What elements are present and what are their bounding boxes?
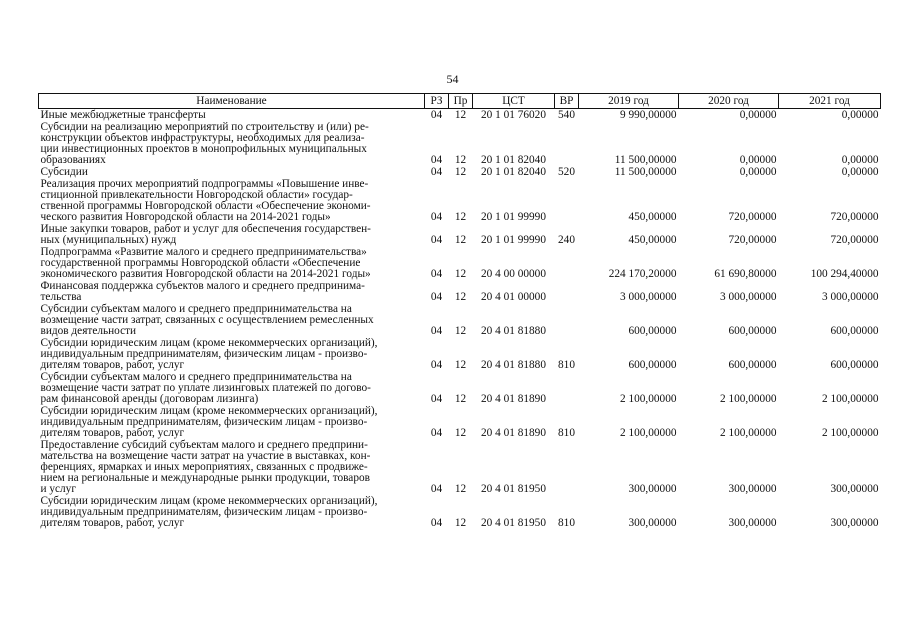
cell-rz: 04 — [430, 291, 443, 303]
cell-pr: 12 — [454, 268, 467, 280]
cell-2019: 300,00000 — [628, 483, 677, 495]
cell-name — [39, 405, 425, 439]
cell-name-line: Субсидии юридическим лицам (кроме некоммерческих организаций), — [40, 405, 378, 417]
cell-pr: 12 — [454, 483, 467, 495]
cell-pr: 12 — [454, 109, 467, 121]
cell-name-line: Иные закупки товаров, работ и услуг для обеспечения государствен- — [40, 223, 371, 235]
table-row — [39, 109, 881, 122]
cell-name-line: конструкции объектов инфраструктуры, необходимых для реализа- — [40, 132, 365, 144]
cell-name-line: рам финансовой аренды (договорам лизинга) — [40, 393, 259, 405]
header-name: Наименование — [39, 94, 425, 109]
budget-table — [38, 93, 881, 529]
cell-cst: 20 4 01 81950 — [481, 483, 546, 495]
cell-2020: 2 100,00000 — [720, 427, 777, 439]
cell-vr — [555, 439, 579, 495]
cell-name-line: Иные межбюджетные трансферты — [40, 109, 206, 121]
cell-2019: 2 100,00000 — [620, 393, 677, 405]
cell-pr: 12 — [454, 325, 467, 337]
table-row — [39, 337, 881, 371]
cell-cst: 20 4 01 81880 — [481, 325, 546, 337]
table-row — [39, 246, 881, 280]
cell-2019: 300,00000 — [628, 517, 677, 529]
cell-name-line: и услуг — [40, 483, 76, 495]
cell-name-line: экономического развития Новгородской области на 2014-2021 годы» — [40, 268, 371, 280]
header-2019: 2019 год — [579, 94, 679, 109]
cell-2019: 224 170,20000 — [608, 268, 677, 280]
cell-name-line: мательства на возмещение части затрат на участие в выставках, кон- — [40, 450, 371, 462]
cell-2019: 3 000,00000 — [620, 291, 677, 303]
cell-2019: 2 100,00000 — [620, 427, 677, 439]
page-number: 54 — [446, 72, 459, 86]
cell-2020: 720,00000 — [728, 234, 777, 246]
cell-pr: 12 — [454, 517, 467, 529]
cell-name-line: Подпрограмма «Развитие малого и среднего предпринимательства» — [40, 246, 367, 258]
cell-2020: 300,00000 — [728, 483, 777, 495]
cell-name — [39, 439, 425, 495]
cell-name-line: ных (муниципальных) нужд — [40, 234, 177, 246]
cell-2021: 2 100,00000 — [822, 427, 879, 439]
cell-name-line: образованиях — [40, 154, 106, 166]
cell-2019: 600,00000 — [628, 359, 677, 371]
cell-cst: 20 1 01 99990 — [481, 211, 546, 223]
cell-2019: 450,00000 — [628, 211, 677, 223]
cell-2020: 600,00000 — [728, 359, 777, 371]
cell-vr: 540 — [558, 109, 575, 121]
table-row — [39, 495, 881, 529]
cell-vr: 810 — [558, 427, 575, 439]
cell-2019: 11 500,00000 — [614, 166, 677, 178]
table-body — [39, 109, 881, 530]
table-row — [39, 178, 881, 223]
cell-2021: 2 100,00000 — [822, 393, 879, 405]
cell-pr: 12 — [454, 291, 467, 303]
cell-name — [39, 121, 425, 166]
cell-name-line: индивидуальным предпринимателям, физическим лицам - произво- — [40, 348, 368, 360]
cell-2021: 0,00000 — [841, 166, 879, 178]
cell-name — [39, 109, 425, 122]
cell-2021: 0,00000 — [841, 109, 879, 121]
header-vr: ВР — [555, 94, 579, 109]
cell-pr: 12 — [454, 166, 467, 178]
cell-cst: 20 4 00 00000 — [481, 268, 546, 280]
cell-2021: 0,00000 — [841, 154, 879, 166]
cell-cst: 20 4 01 81880 — [481, 359, 546, 371]
table-row — [39, 166, 881, 178]
cell-2020: 61 690,80000 — [714, 268, 777, 280]
cell-2021: 600,00000 — [830, 359, 879, 371]
header-rz: РЗ — [425, 94, 449, 109]
cell-name-line: Субсидии субъектам малого и среднего предпринимательства на — [40, 371, 352, 383]
cell-pr: 12 — [454, 359, 467, 371]
header-2021: 2021 год — [779, 94, 881, 109]
cell-2020: 600,00000 — [728, 325, 777, 337]
cell-vr — [555, 280, 579, 303]
cell-cst: 20 4 01 81950 — [481, 517, 546, 529]
cell-name-line: Субсидии — [40, 166, 88, 178]
cell-2020: 0,00000 — [739, 109, 777, 121]
cell-name — [39, 280, 425, 303]
cell-name-line: Предоставление субсидий субъектам малого и среднего предприни- — [40, 439, 368, 451]
table-row — [39, 303, 881, 337]
cell-2021: 720,00000 — [830, 234, 879, 246]
cell-rz: 04 — [430, 427, 443, 439]
cell-rz: 04 — [430, 154, 443, 166]
cell-name-line: индивидуальным предпринимателям, физическим лицам - произво- — [40, 416, 368, 428]
cell-name-line: ческого развития Новгородской области на 2014-2021 годы» — [40, 211, 331, 223]
cell-2021: 3 000,00000 — [822, 291, 879, 303]
cell-vr — [555, 371, 579, 405]
cell-pr: 12 — [454, 427, 467, 439]
cell-name-line: возмещение части затрат по уплате лизинговых платежей по догово- — [40, 382, 371, 394]
header-cst: ЦСТ — [473, 94, 555, 109]
cell-2020: 0,00000 — [739, 166, 777, 178]
cell-name-line: ственной программы Новгородской области «Обеспечение экономи- — [40, 200, 371, 212]
cell-rz: 04 — [430, 325, 443, 337]
table-row — [39, 280, 881, 303]
cell-vr — [555, 178, 579, 223]
table-row — [39, 439, 881, 495]
cell-vr — [555, 246, 579, 280]
cell-name-line: Субсидии юридическим лицам (кроме некоммерческих организаций), — [40, 495, 378, 507]
cell-2019: 11 500,00000 — [614, 154, 677, 166]
cell-rz: 04 — [430, 109, 443, 121]
cell-pr: 12 — [454, 211, 467, 223]
cell-rz: 04 — [430, 393, 443, 405]
table-row — [39, 223, 881, 246]
cell-name-line: стиционной привлекательности Новгородской области» государ- — [40, 189, 353, 201]
cell-name-line: ции инвестиционных проектов в монопрофильных муниципальных — [40, 143, 367, 155]
cell-pr: 12 — [454, 393, 467, 405]
cell-2020: 0,00000 — [739, 154, 777, 166]
cell-name-line: нием на региональные и международные рынки продукции, товаров — [40, 472, 370, 484]
cell-2019: 9 990,00000 — [620, 109, 677, 121]
cell-rz: 04 — [430, 211, 443, 223]
cell-name-line: дителям товаров, работ, услуг — [40, 427, 185, 439]
cell-pr: 12 — [454, 234, 467, 246]
cell-2020: 2 100,00000 — [720, 393, 777, 405]
cell-2021: 100 294,40000 — [810, 268, 879, 280]
cell-name — [39, 303, 425, 337]
cell-2021: 600,00000 — [830, 325, 879, 337]
cell-name-line: возмещение части затрат, связанных с осуществлением ремесленных — [40, 314, 374, 326]
cell-vr: 240 — [558, 234, 575, 246]
table-row — [39, 405, 881, 439]
cell-vr: 520 — [558, 166, 575, 178]
cell-name — [39, 166, 425, 178]
cell-name-line: видов деятельности — [40, 325, 137, 337]
cell-name — [39, 178, 425, 223]
cell-vr — [555, 303, 579, 337]
cell-2020: 3 000,00000 — [720, 291, 777, 303]
cell-vr — [555, 121, 579, 166]
cell-name-line: дителям товаров, работ, услуг — [40, 359, 185, 371]
cell-cst: 20 1 01 76020 — [481, 109, 546, 121]
cell-name — [39, 495, 425, 529]
cell-name-line: индивидуальным предпринимателям, физическим лицам - произво- — [40, 506, 368, 518]
cell-name-line: Финансовая поддержка субъектов малого и среднего предпринима- — [40, 280, 365, 292]
cell-name-line: Субсидии субъектам малого и среднего предпринимательства на — [40, 303, 352, 315]
cell-cst: 20 1 01 82040 — [481, 166, 546, 178]
header-pr: Пр — [449, 94, 473, 109]
cell-2020: 300,00000 — [728, 517, 777, 529]
cell-name — [39, 246, 425, 280]
cell-name-line: тельства — [40, 291, 82, 303]
cell-rz: 04 — [430, 234, 443, 246]
cell-rz: 04 — [430, 517, 443, 529]
cell-pr: 12 — [454, 154, 467, 166]
cell-vr: 810 — [558, 517, 575, 529]
cell-rz: 04 — [430, 359, 443, 371]
cell-name — [39, 337, 425, 371]
cell-cst: 20 1 01 82040 — [481, 154, 546, 166]
cell-2021: 720,00000 — [830, 211, 879, 223]
cell-2020: 720,00000 — [728, 211, 777, 223]
cell-cst: 20 4 01 81890 — [481, 393, 546, 405]
cell-name — [39, 223, 425, 246]
table-row — [39, 121, 881, 166]
cell-name — [39, 371, 425, 405]
cell-rz: 04 — [430, 166, 443, 178]
cell-name-line: ференциях, ярмарках и иных мероприятиях, связанных с продвиже- — [40, 461, 368, 473]
cell-2019: 600,00000 — [628, 325, 677, 337]
cell-vr: 810 — [558, 359, 575, 371]
cell-name-line: Реализация прочих мероприятий подпрограммы «Повышение инве- — [40, 178, 369, 190]
cell-2021: 300,00000 — [830, 517, 879, 529]
cell-2021: 300,00000 — [830, 483, 879, 495]
cell-cst: 20 4 01 00000 — [481, 291, 546, 303]
cell-cst: 20 1 01 99990 — [481, 234, 546, 246]
cell-2019: 450,00000 — [628, 234, 677, 246]
cell-cst: 20 4 01 81890 — [481, 427, 546, 439]
table-header-row — [39, 94, 881, 109]
cell-name-line: Субсидии на реализацию мероприятий по строительству и (или) ре- — [40, 121, 369, 133]
cell-rz: 04 — [430, 268, 443, 280]
cell-name-line: Субсидии юридическим лицам (кроме некоммерческих организаций), — [40, 337, 378, 349]
cell-name-line: государственной программы Новгородской области «Обеспечение — [40, 257, 361, 269]
header-2020: 2020 год — [679, 94, 779, 109]
table-row — [39, 371, 881, 405]
cell-name-line: дителям товаров, работ, услуг — [40, 517, 185, 529]
cell-rz: 04 — [430, 483, 443, 495]
